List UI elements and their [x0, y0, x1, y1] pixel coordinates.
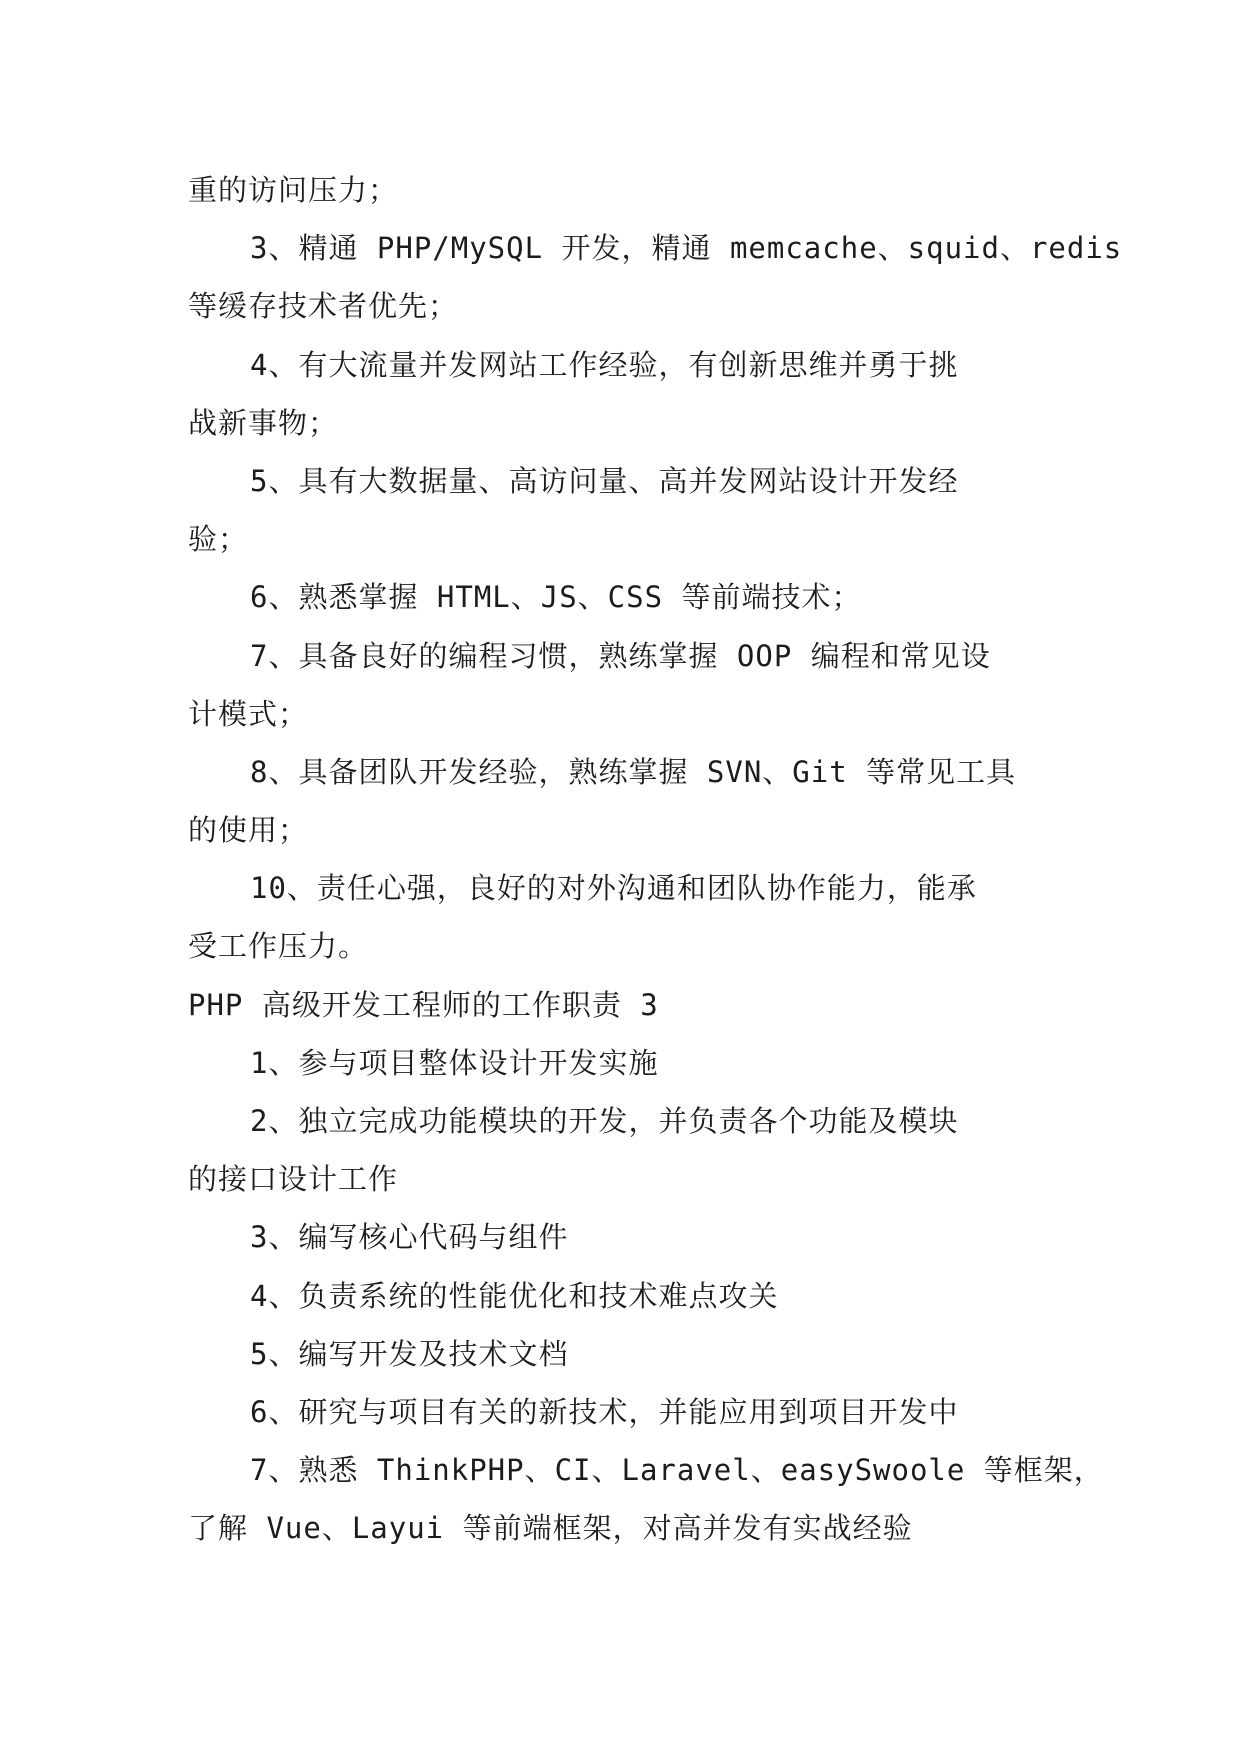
section-heading: PHP 高级开发工程师的工作职责 3: [188, 987, 659, 1022]
list-item: 7、熟悉 ThinkPHP、CI、Laravel、easySwoole 等框架，: [250, 1453, 1104, 1488]
text-line: 的接口设计工作: [188, 1162, 399, 1197]
text-line: 等缓存技术者优先；: [188, 289, 459, 324]
list-item: 4、负责系统的性能优化和技术难点攻关: [250, 1278, 779, 1313]
document-body: [188, 161, 1123, 1558]
list-item: 1、参与项目整体设计开发实施: [250, 1045, 659, 1080]
list-item: 2、独立完成功能模块的开发，并负责各个功能及模块: [250, 1104, 959, 1138]
list-item: 6、熟悉掌握 HTML、JS、CSS 等前端技术；: [250, 580, 862, 615]
text-line: 验；: [188, 522, 249, 557]
text-line: 战新事物；: [188, 405, 339, 440]
list-item: 10、责任心强，良好的对外沟通和团队协作能力，能承: [250, 871, 977, 906]
list-item: 4、有大流量并发网站工作经验，有创新思维并勇于挑: [250, 347, 959, 382]
list-item: 3、精通 PHP/MySQL 开发，精通 memcache、squid、redis: [250, 231, 1123, 266]
text-line: 受工作压力。: [188, 929, 369, 964]
list-item: 8、具备团队开发经验，熟练掌握 SVN、Git 等常见工具: [250, 754, 1017, 789]
list-item: 6、研究与项目有关的新技术，并能应用到项目开发中: [250, 1394, 959, 1429]
list-item: 7、具备良好的编程习惯，熟练掌握 OOP 编程和常见设: [250, 638, 991, 673]
text-line: 的使用；: [188, 813, 309, 848]
text-line: 计模式；: [188, 696, 309, 731]
text-line: 了解 Vue、Layui 等前端框架，对高并发有实战经验: [188, 1511, 913, 1546]
text-line: 重的访问压力；: [188, 173, 399, 207]
list-item: 3、编写核心代码与组件: [250, 1220, 569, 1255]
list-item: 5、具有大数据量、高访问量、高并发网站设计开发经: [250, 463, 959, 498]
list-item: 5、编写开发及技术文档: [250, 1336, 569, 1371]
